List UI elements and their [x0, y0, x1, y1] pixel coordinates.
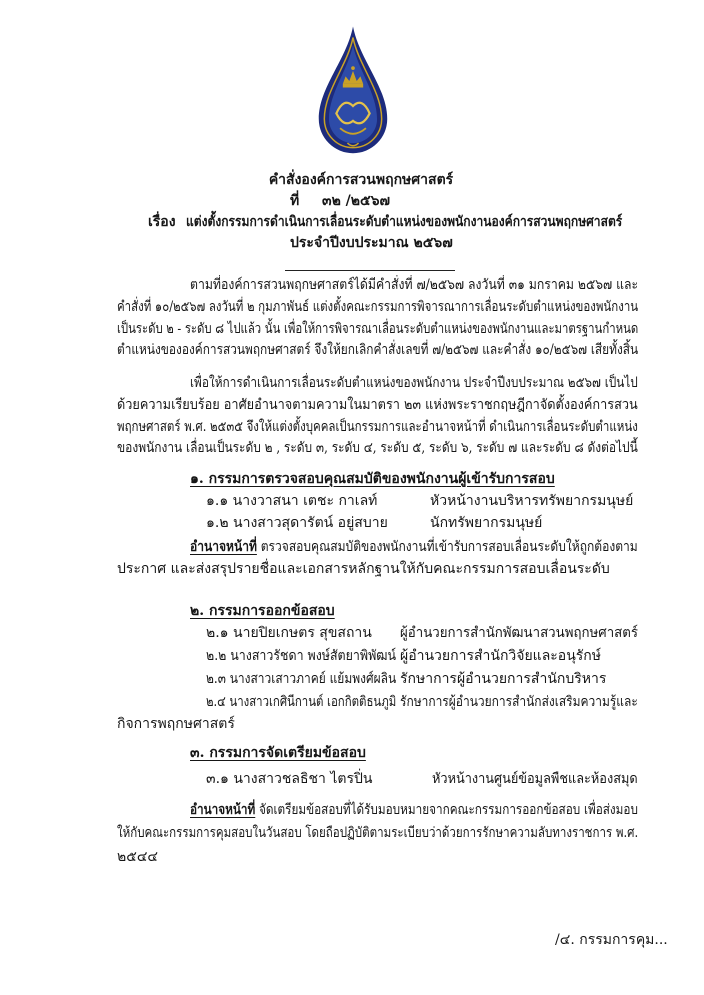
member-position: ผู้อำนวยการสำนักพัฒนาสวนพฤกษศาสตร์ [400, 625, 639, 641]
member-position: รักษาการผู้อำนวยการสำนักส่งเสริมความรู้และ [400, 694, 638, 710]
purpose-line: พฤกษศาสตร์ พ.ศ. ๒๕๓๕ จึงให้แต่งตั้งบุคคลเป็นกรรมการและอำนาจหน้าที่ ดำเนินการเลื่อนระดับตำแหน่ง [117, 419, 638, 435]
intro-line: คำสั่งที่ ๑๐/๒๕๖๗ ลงวันที่ ๒ กุมภาพันธ์ แต่งตั้งคณะกรรมการพิจารณาการเลื่อนระดับตำแหน่งของพนักงาน [117, 299, 639, 315]
member-position: นักทรัพยากรมนุษย์ [430, 515, 543, 531]
purpose-line: เพื่อให้การดำเนินการเลื่อนระดับตำแหน่งของพนักงาน ประจำปีงบประมาณ ๒๕๖๗ เป็นไป [190, 375, 638, 391]
member-name: ๑.๒ นางสาวสุดารัตน์ อยู่สบาย [206, 515, 388, 531]
header-divider [285, 270, 455, 271]
member-name: ๒.๒ นางสาวรัชดา พงษ์สัตยาพิพัฒน์ [206, 648, 396, 664]
order-number-label: ที่ [290, 193, 300, 209]
subject-label: เรื่อง [148, 214, 176, 230]
purpose-line: ของพนักงาน เลื่อนเป็นระดับ ๒ , ระดับ ๓, ระดับ ๔, ระดับ ๕, ระดับ ๖, ระดับ ๗ และระดับ ๘ ดังต่อไปนี้ [117, 440, 638, 456]
duty-line [190, 537, 638, 557]
duty-text: ตรวจสอบคุณสมบัติของพนักงานที่เข้ารับการสอบเลื่อนระดับให้ถูกต้องตาม [260, 539, 638, 555]
organization-logo [316, 22, 390, 166]
order-number: ๓๒ /๒๕๖๗ [322, 193, 391, 209]
duty-line: ให้กับคณะกรรมการคุมสอบในวันสอบ โดยถือปฏิบัติตามระเบียบว่าด้วยการรักษาความลับทางราชการ พ.ศ. [117, 825, 639, 841]
member-name: ๑.๑ นางวาสนา เตชะ กาเลท์ [206, 493, 378, 509]
subject-text: แต่งตั้งกรรมการดำเนินการเลื่อนระดับตำแหน่งของพนักงานองค์การสวนพฤกษศาสตร์ [186, 214, 623, 230]
duty-label: อำนาจหน้าที่ [190, 802, 256, 818]
member-position-continued: กิจการพฤกษศาสตร์ [117, 716, 235, 732]
member-name: ๓.๑ นางสาวชลธิชา ไตรปิ่น [206, 771, 373, 787]
member-position: ผู้อำนวยการสำนักวิจัยและอนุรักษ์ [400, 648, 602, 664]
section-heading: ๑. กรรมการตรวจสอบคุณสมบัติของพนักงานผู้เข้ารับการสอบ [190, 471, 555, 487]
member-position: รักษาการผู้อำนวยการสำนักบริหาร [400, 671, 607, 687]
duty-label: อำนาจหน้าที่ [190, 539, 257, 555]
section-heading: ๒. กรรมการออกข้อสอบ [190, 603, 335, 619]
intro-line: เป็นระดับ ๒ - ระดับ ๘ ไปแล้ว นั้น เพื่อให้การพิจารณาเลื่อนระดับตำแหน่งของพนักงานและมาตรฐานกำหนด [117, 321, 639, 337]
member-position: หัวหน้างานศูนย์ข้อมูลพืชและห้องสมุด [432, 771, 638, 787]
member-position: หัวหน้างานบริหารทรัพยากรมนุษย์ [430, 493, 634, 509]
purpose-line: ด้วยความเรียบร้อย อาศัยอำนาจตามความในมาตรา ๒๓ แห่งพระราชกฤษฎีกาจัดตั้งองค์การสวน [117, 397, 638, 413]
intro-line: ตามที่องค์การสวนพฤกษศาสตร์ได้มีคำสั่งที่ ๗/๒๕๖๗ ลงวันที่ ๓๑ มกราคม ๒๕๖๗ และ [190, 277, 639, 293]
intro-line: ตำแหน่งขององค์การสวนพฤกษศาสตร์ จึงให้ยกเลิกคำสั่งเลขที่ ๗/๒๕๖๗ และคำสั่ง ๑๐/๒๕๖๗ เสียทั้งสิ้น [117, 342, 639, 358]
duty-text: จัดเตรียมข้อสอบที่ได้รับมอบหมายจากคณะกรรมการออกข้อสอบ เพื่อส่งมอบ [259, 802, 638, 818]
member-name: ๒.๔ นางสาวเกศินีกานต์ เอกกิตติธนภูมิ [206, 694, 397, 710]
page-continuation: /๔. กรรมการคุม... [555, 932, 668, 948]
section-heading: ๓. กรรมการจัดเตรียมข้อสอบ [190, 745, 366, 761]
subject-line-2: ประจำปีงบประมาณ ๒๕๖๗ [290, 235, 453, 251]
duty-line: ประกาศ และส่งสรุปรายชื่อและเอกสารหลักฐานให้กับคณะกรรมการสอบเลื่อนระดับ [117, 561, 610, 577]
member-name: ๒.๑ นายปิยเกษตร สุขสถาน [206, 625, 372, 641]
duty-line [190, 800, 638, 820]
order-title: คำสั่งองค์การสวนพฤกษศาสตร์ [268, 172, 454, 188]
member-name: ๒.๓ นางสาวเสาวภาคย์ แย้มพงศ์ผลิน [206, 671, 397, 687]
duty-line: ๒๕๔๔ [117, 849, 159, 865]
